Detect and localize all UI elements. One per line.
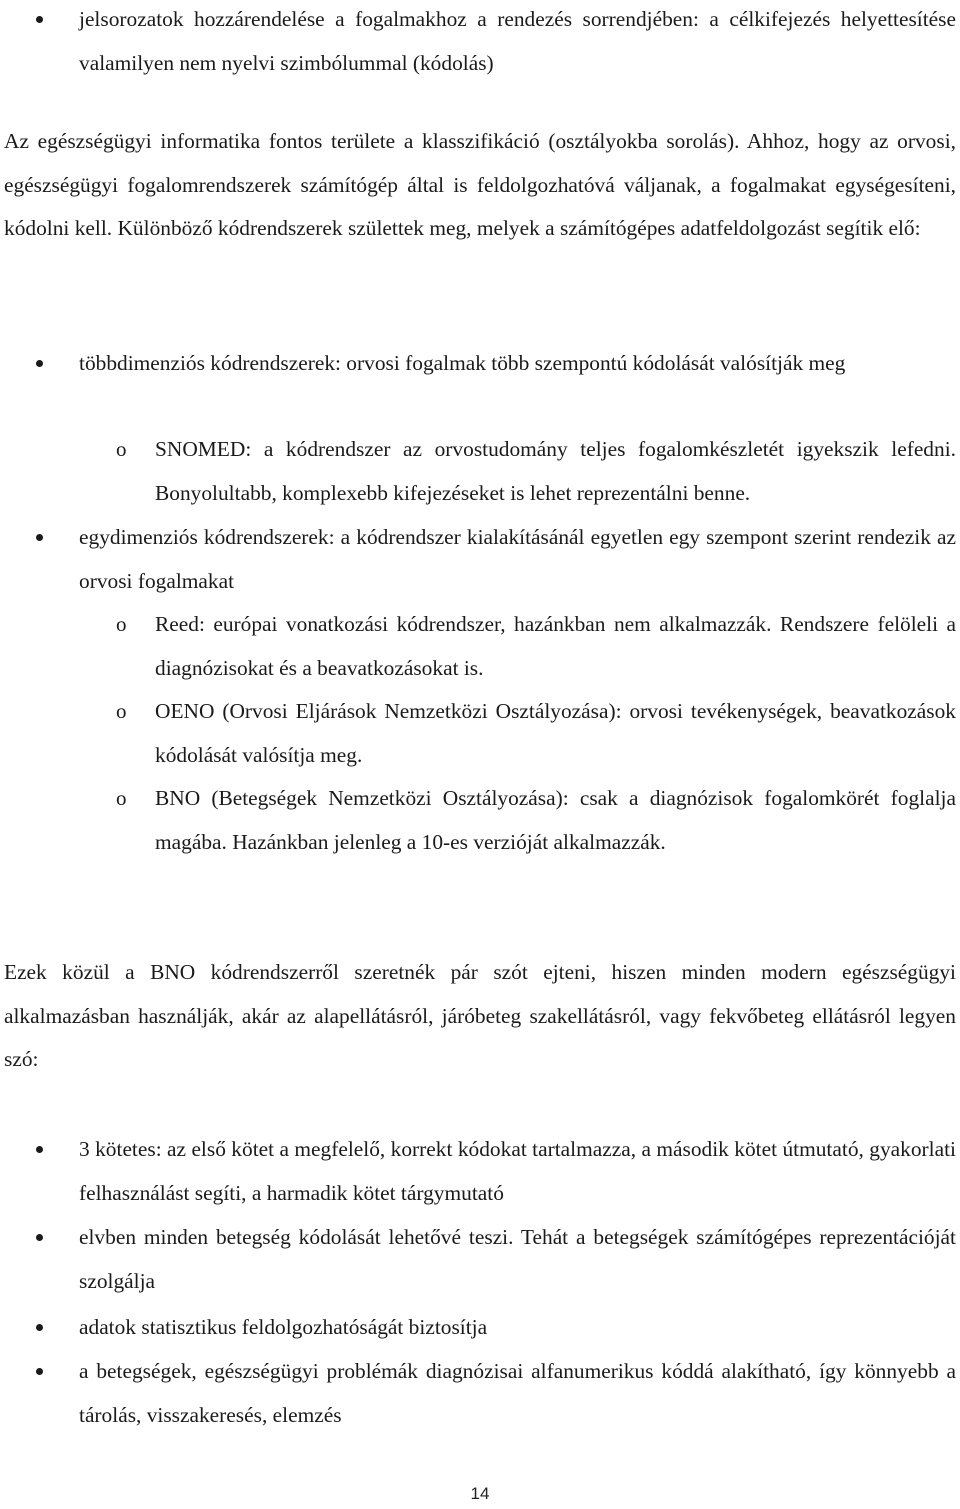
paragraph: Az egészségügyi informatika fontos területe a klasszifikáció (osztályokba sorolás). Ahhoz, hogy az orvosi, egészségügyi fogalomrendszerek számítógép által is feldolgozhatóvá váljanak, a fogalmakat egységesíteni, kódolni kell. Különböző kódrendszerek születtek meg, melyek a számítógépes adatfeldolgozást segítik elő:	[4, 129, 956, 240]
sub-list-item: SNOMED: a kódrendszer az orvostudomány teljes fogalomkészletét igyekszik lefedni. Bonyolultabb, komplexebb kifejezéseket is lehet reprezentálni benne.	[155, 437, 956, 505]
hollow-bullet-icon: o	[116, 612, 127, 636]
sub-list-item: BNO (Betegségek Nemzetközi Osztályozása): csak a diagnózisok fogalomkörét foglalja magába. Hazánkban jelenleg a 10-es verzióját alkalmazzák.	[155, 786, 956, 854]
bullet-icon	[36, 1146, 43, 1153]
bullet-icon	[36, 534, 43, 541]
bullet-icon	[36, 1324, 43, 1331]
list-item: adatok statisztikus feldolgozhatóságát biztosítja	[79, 1315, 488, 1339]
list-item: elvben minden betegség kódolását lehetővé teszi. Tehát a betegségek számítógépes reprezentációját szolgálja	[79, 1225, 956, 1293]
list-item: a betegségek, egészségügyi problémák diagnózisai alfanumerikus kóddá alakítható, így könnyebb a tárolás, visszakeresés, elemzés	[79, 1359, 956, 1427]
bullet-icon	[36, 360, 43, 367]
paragraph: Ezek közül a BNO kódrendszerről szeretnék pár szót ejteni, hiszen minden modern egészségügyi alkalmazásban használják, akár az alapellátásról, járóbeteg szakellátásról, vagy fekvőbeteg ellátásról legyen szó:	[4, 960, 956, 1071]
hollow-bullet-icon: o	[116, 699, 127, 723]
bullet-icon	[36, 1368, 43, 1375]
sub-list-item: Reed: európai vonatkozási kódrendszer, hazánkban nem alkalmazzák. Rendszere felöleli a diagnózisokat és a beavatkozásokat is.	[155, 612, 956, 680]
bullet-icon	[36, 16, 43, 23]
list-item: többdimenziós kódrendszerek: orvosi fogalmak több szempontú kódolását valósítják meg	[79, 351, 846, 375]
sub-list-item: OENO (Orvosi Eljárások Nemzetközi Osztályozása): orvosi tevékenységek, beavatkozások kódolását valósítja meg.	[155, 699, 956, 767]
hollow-bullet-icon: o	[116, 786, 127, 810]
list-item: 3 kötetes: az első kötet a megfelelő, korrekt kódokat tartalmazza, a második kötet útmutató, gyakorlati felhasználást segíti, a harmadik kötet tárgymutató	[79, 1137, 956, 1205]
page-number: 14	[470, 1484, 490, 1503]
hollow-bullet-icon: o	[116, 437, 127, 461]
list-item: egydimenziós kódrendszerek: a kódrendszer kialakításánál egyetlen egy szempont szerint rendezik az orvosi fogalmakat	[79, 525, 956, 593]
bullet-icon	[36, 1234, 43, 1241]
list-item: jelsorozatok hozzárendelése a fogalmakhoz a rendezés sorrendjében: a célkifejezés helyettesítése valamilyen nem nyelvi szimbólummal (kódolás)	[79, 7, 956, 75]
